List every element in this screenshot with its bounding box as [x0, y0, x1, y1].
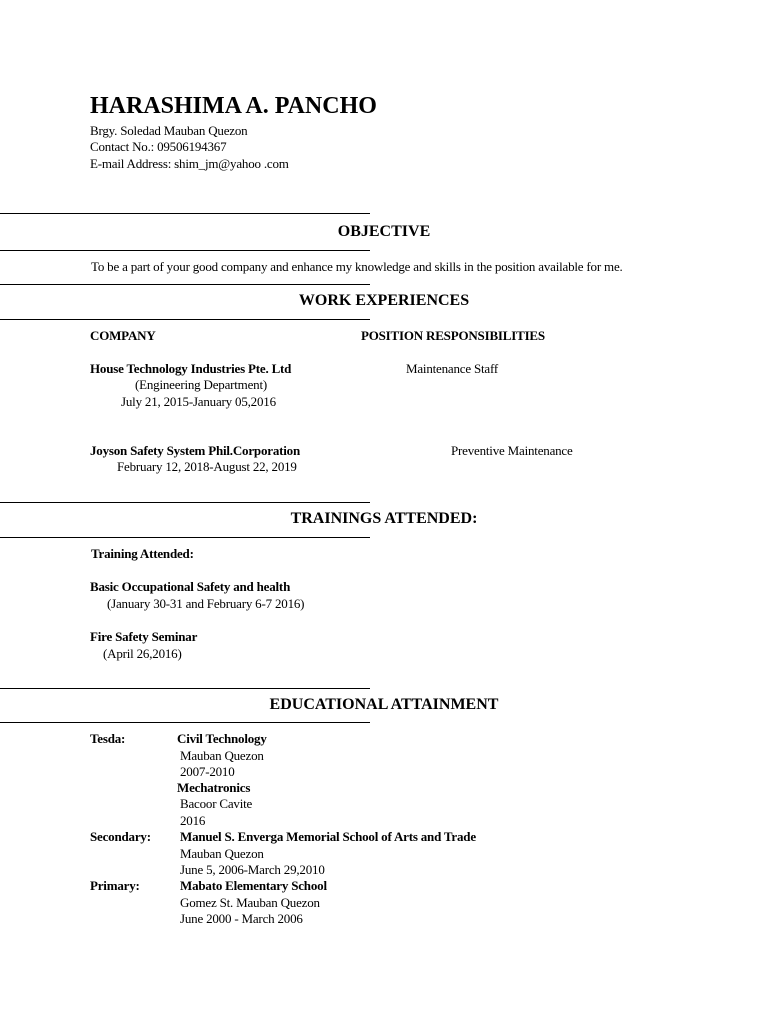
objective-text: To be a part of your good company and enhance my knowledge and skills in the position available for me.: [91, 259, 623, 274]
tesda-place: Bacoor Cavite: [180, 796, 253, 811]
tesda-course: Civil Technology: [177, 731, 267, 746]
company-column-header: COMPANY: [90, 328, 156, 343]
work-dates: February 12, 2018-August 22, 2019: [117, 459, 297, 474]
tesda-years: 2016: [180, 813, 206, 828]
tesda-course: Mechatronics: [177, 780, 251, 795]
training-title: Basic Occupational Safety and health: [90, 579, 291, 594]
address: Brgy. Soledad Mauban Quezon: [90, 123, 248, 138]
tesda-label: Tesda:: [90, 731, 126, 746]
objective-heading: OBJECTIVE: [337, 223, 431, 240]
work-heading: WORK EXPERIENCES: [298, 292, 470, 309]
divider: [0, 722, 370, 723]
training-dates: (January 30-31 and February 6-7 2016): [107, 596, 305, 611]
education-heading: EDUCATIONAL ATTAINMENT: [269, 696, 499, 713]
training-dates: (April 26,2016): [103, 646, 182, 661]
secondary-years: June 5, 2006-March 29,2010: [180, 862, 325, 877]
work-position: Maintenance Staff: [406, 361, 499, 376]
secondary-label: Secondary:: [90, 829, 151, 844]
email-address: E-mail Address: shim_jm@yahoo .com: [90, 156, 289, 171]
secondary-school: Manuel S. Enverga Memorial School of Arts and Trade: [180, 829, 476, 844]
divider: [0, 213, 370, 214]
applicant-name: HARASHIMA A. PANCHO: [90, 93, 377, 119]
training-label: Training Attended:: [91, 546, 194, 561]
trainings-heading: TRAININGS ATTENDED:: [290, 510, 478, 527]
work-position: Preventive Maintenance: [451, 443, 573, 458]
divider: [0, 284, 370, 285]
position-column-header: POSITION RESPONSIBILITIES: [361, 328, 545, 343]
work-dates: July 21, 2015-January 05,2016: [121, 394, 276, 409]
work-company: Joyson Safety System Phil.Corporation: [90, 443, 300, 458]
divider: [0, 537, 370, 538]
primary-place: Gomez St. Mauban Quezon: [180, 895, 320, 910]
primary-label: Primary:: [90, 878, 140, 893]
work-company: House Technology Industries Pte. Ltd: [90, 361, 292, 376]
tesda-years: 2007-2010: [180, 764, 235, 779]
work-department: (Engineering Department): [135, 377, 268, 392]
secondary-place: Mauban Quezon: [180, 846, 264, 861]
primary-years: June 2000 - March 2006: [180, 911, 303, 926]
divider: [0, 688, 370, 689]
tesda-place: Mauban Quezon: [180, 748, 264, 763]
divider: [0, 319, 370, 320]
training-title: Fire Safety Seminar: [90, 629, 198, 644]
divider: [0, 502, 370, 503]
contact-number: Contact No.: 09506194367: [90, 139, 227, 154]
primary-school: Mabato Elementary School: [180, 878, 327, 893]
divider: [0, 250, 370, 251]
